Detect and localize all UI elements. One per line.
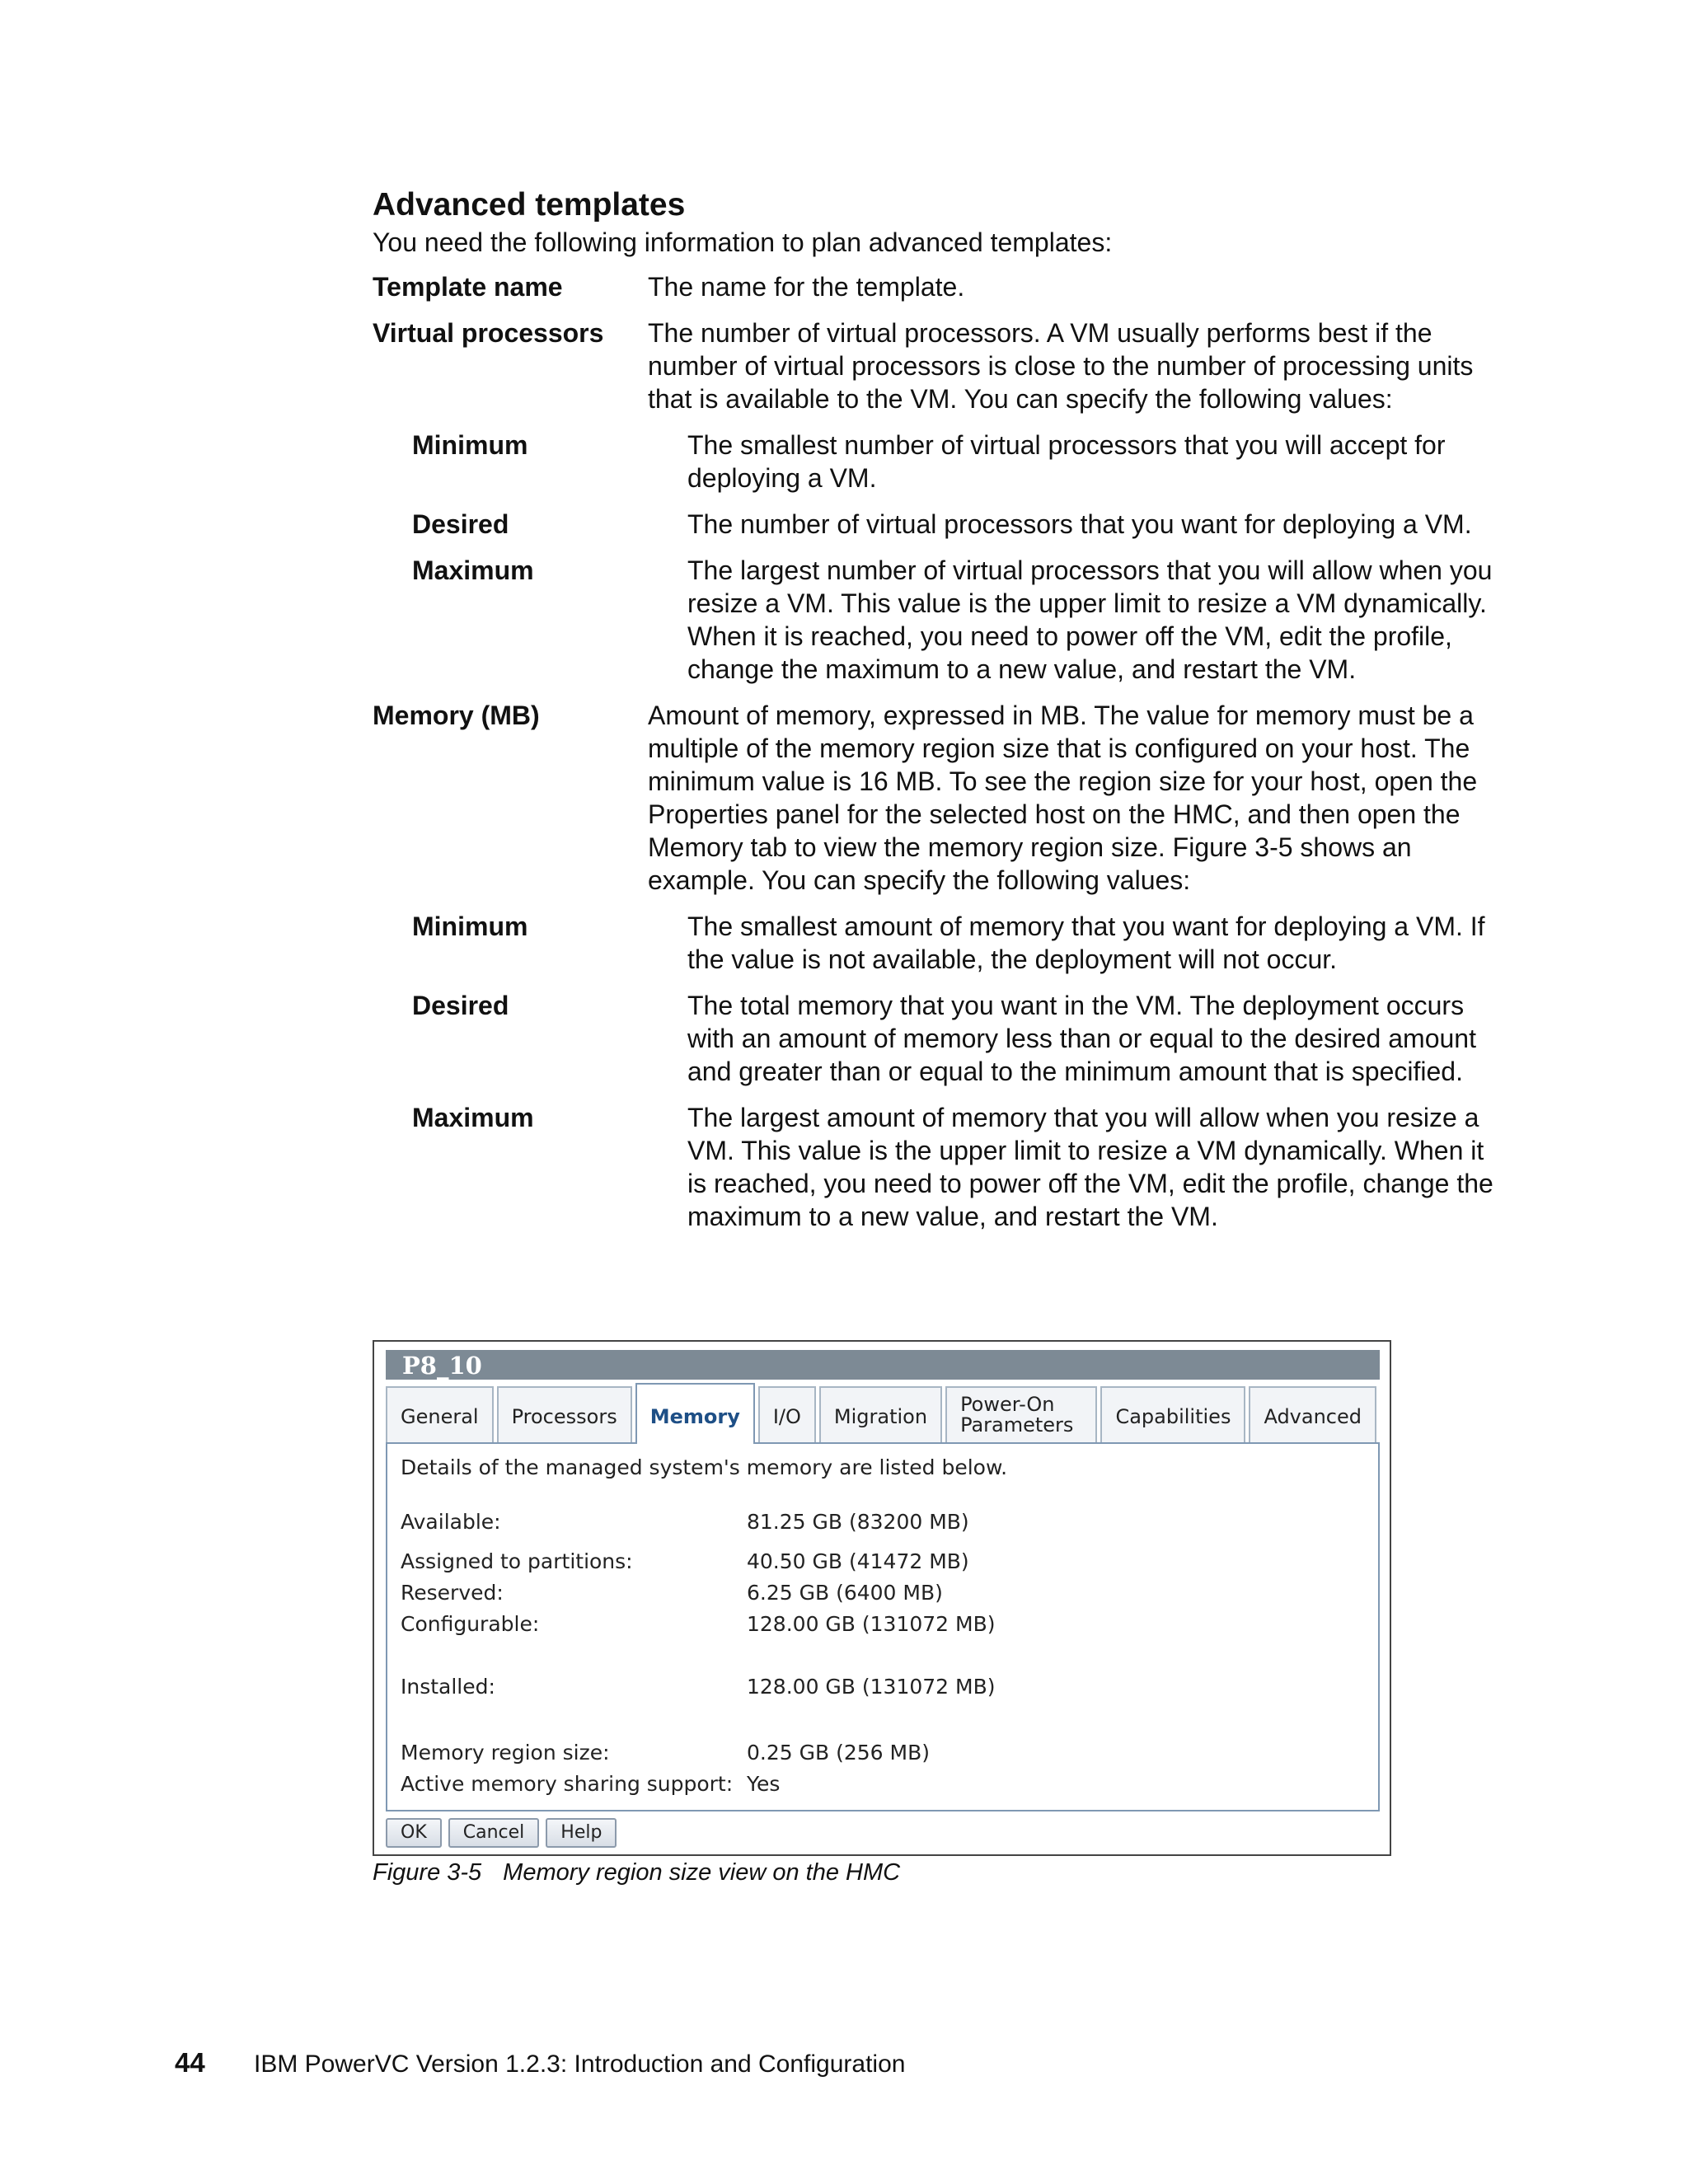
- definition-desc: The number of virtual processors. A VM usually performs best if the number of virtual processors is close to the number of processing units that is available to the VM. You can specify the following values:: [648, 318, 1474, 414]
- definition-mem-desired: [373, 989, 1493, 1088]
- tab-advanced[interactable]: Advanced: [1249, 1386, 1376, 1444]
- definition-template-name: [373, 270, 1493, 303]
- definition-memory: [373, 699, 1493, 897]
- figure-caption-text: Memory region size view on the HMC: [503, 1859, 901, 1886]
- definition-desc: The number of virtual processors that you want for deploying a VM.: [687, 509, 1472, 539]
- definition-desc: Amount of memory, expressed in MB. The value for memory must be a multiple of the memory region size that is configured on your host. The minimum value is 16 MB. To see the region size for your host, open the Properties panel for the selected host on the HMC, and then open the Memory tab to view the memory region size. Figure 3-5 shows an example. You can specify the following values:: [648, 701, 1478, 895]
- definition-term: Desired: [412, 509, 509, 539]
- cancel-button[interactable]: Cancel: [448, 1818, 540, 1848]
- help-button[interactable]: Help: [546, 1818, 617, 1848]
- definition-mem-minimum: [373, 910, 1493, 976]
- page-number: 44: [175, 2047, 205, 2078]
- document-body: [373, 186, 1493, 1246]
- row-value: 0.25 GB (256 MB): [747, 1741, 930, 1765]
- row-value: 6.25 GB (6400 MB): [747, 1581, 943, 1605]
- hmc-properties-screenshot: [373, 1340, 1391, 1856]
- row-label: Memory region size:: [401, 1741, 610, 1765]
- dialog-buttons: [386, 1818, 617, 1848]
- definition-desc: The total memory that you want in the VM. The deployment occurs with an amount of memory less than or equal to the desired amount and greater than or equal to the minimum amount that is specified.: [687, 991, 1476, 1086]
- definition-desc: The smallest amount of memory that you want for deploying a VM. If the value is not available, the deployment will not occur.: [687, 912, 1485, 974]
- tab-bar: [386, 1385, 1380, 1444]
- row-value: 40.50 GB (41472 MB): [747, 1549, 969, 1573]
- definition-term: Memory (MB): [373, 701, 540, 730]
- row-value: 128.00 GB (131072 MB): [747, 1612, 996, 1636]
- definition-vp-maximum: [373, 554, 1493, 686]
- tab-io[interactable]: I/O: [758, 1386, 816, 1444]
- row-label: Reserved:: [401, 1581, 504, 1605]
- definition-term: Maximum: [412, 555, 534, 585]
- tab-processors[interactable]: Processors: [497, 1386, 632, 1444]
- definition-virtual-processors: [373, 316, 1493, 415]
- definition-term: Desired: [412, 991, 509, 1020]
- figure-number: Figure 3-5: [373, 1859, 482, 1886]
- page-footer: [175, 2047, 905, 2079]
- section-intro: You need the following information to plan advanced templates:: [373, 227, 1113, 257]
- row-value: Yes: [747, 1772, 781, 1796]
- row-value: 81.25 GB (83200 MB): [747, 1510, 969, 1534]
- definition-desc: The name for the template.: [648, 272, 965, 302]
- ok-button[interactable]: OK: [386, 1818, 442, 1848]
- row-value: 128.00 GB (131072 MB): [747, 1675, 996, 1699]
- definition-term: Minimum: [412, 430, 528, 460]
- definition-desc: The largest amount of memory that you will allow when you resize a VM. This value is the upper limit to resize a VM dynamically. When it is reached, you need to power off the VM, edit the profile, change the maximum to a new value, and restart the VM.: [687, 1103, 1493, 1231]
- row-label: Active memory sharing support:: [401, 1772, 734, 1796]
- row-label: Configurable:: [401, 1612, 540, 1636]
- definition-term: Virtual processors: [373, 318, 604, 348]
- tab-general[interactable]: General: [386, 1386, 494, 1444]
- tab-migration[interactable]: Migration: [819, 1386, 942, 1444]
- window-title: P8_10: [386, 1350, 1380, 1380]
- definition-desc: The smallest number of virtual processors that you will accept for deploying a VM.: [687, 430, 1446, 493]
- tab-memory[interactable]: Memory: [635, 1383, 755, 1444]
- tab-power-on-parameters[interactable]: Power-On Parameters: [945, 1386, 1097, 1444]
- section-heading: Advanced templates: [373, 187, 686, 223]
- row-label: Installed:: [401, 1675, 495, 1699]
- definition-vp-minimum: [373, 429, 1493, 494]
- definition-term: Maximum: [412, 1103, 534, 1132]
- definition-term: Minimum: [412, 912, 528, 941]
- row-label: Available:: [401, 1510, 501, 1534]
- definition-desc: The largest number of virtual processors that you will allow when you resize a VM. This value is the upper limit to resize a VM dynamically. When it is reached, you need to power off the VM, edit the profile, change the maximum to a new value, and restart the VM.: [687, 555, 1493, 684]
- row-label: Assigned to partitions:: [401, 1549, 633, 1573]
- tab-capabilities[interactable]: Capabilities: [1100, 1386, 1245, 1444]
- book-title: IBM PowerVC Version 1.2.3: Introduction and Configuration: [254, 2050, 906, 2078]
- definition-term: Template name: [373, 272, 563, 302]
- memory-panel: [386, 1442, 1380, 1811]
- figure-caption: [373, 1859, 900, 1886]
- definition-mem-maximum: [373, 1101, 1493, 1233]
- panel-description: Details of the managed system's memory are listed below.: [401, 1455, 1008, 1479]
- definition-vp-desired: [373, 508, 1493, 541]
